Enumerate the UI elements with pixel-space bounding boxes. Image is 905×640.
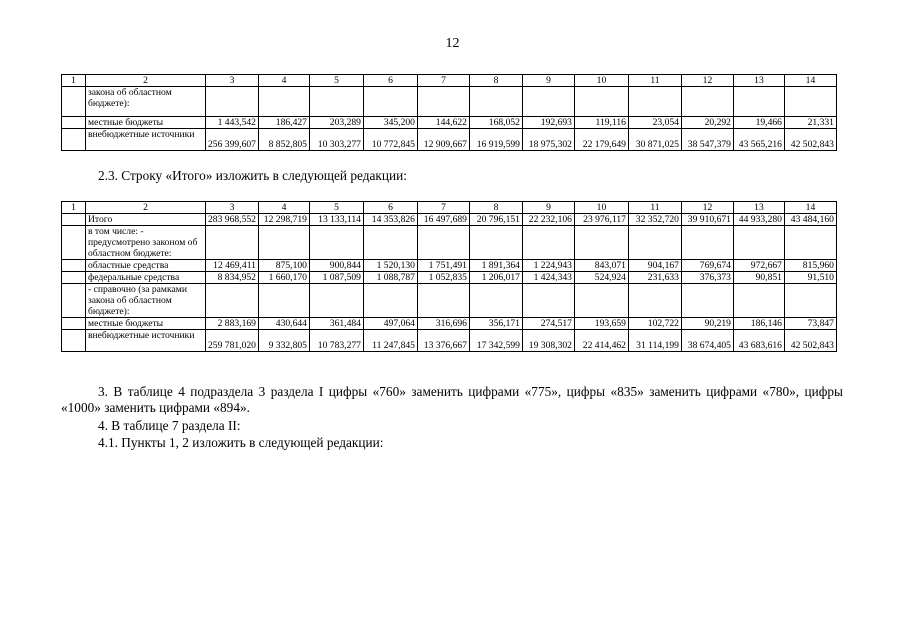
value-cell: 1 206,017 [469,272,522,284]
value-cell: 43 565,216 [733,129,784,151]
value-cell: 524,924 [574,272,628,284]
row-label: в том числе: - предусмотрено законом об областном бюджете: [86,226,206,260]
row-label: внебюджетные источники [86,330,206,352]
value-cell [469,226,522,260]
column-number: 6 [363,202,417,214]
value-cell [733,284,784,318]
value-cell: 23,054 [628,117,681,129]
row-number-cell [62,318,86,330]
value-cell: 376,373 [681,272,733,284]
value-cell: 193,659 [574,318,628,330]
paragraph-4-1: 4.1. Пункты 1, 2 изложить в следующей редакции: [98,435,384,450]
value-cell: 2 883,169 [206,318,259,330]
value-cell: 32 352,720 [628,214,681,226]
table-row [62,117,837,129]
value-cell [469,284,522,318]
value-cell: 430,644 [258,318,309,330]
value-cell: 18 975,302 [522,129,574,151]
table-row [62,87,837,117]
column-number: 5 [309,202,363,214]
value-cell [681,226,733,260]
value-cell: 12 909,667 [417,129,469,151]
value-cell: 1 088,787 [363,272,417,284]
table-row [62,284,837,318]
value-cell [258,87,309,117]
paragraph-2-3: 2.3. Строку «Итого» изложить в следующей редакции: [98,168,407,183]
table-row [62,129,837,151]
table-row [62,214,837,226]
value-cell [628,87,681,117]
table-row [62,260,837,272]
value-cell: 14 353,826 [363,214,417,226]
value-cell [522,226,574,260]
value-cell [574,87,628,117]
value-cell: 1 087,509 [309,272,363,284]
row-number-cell [62,284,86,318]
value-cell: 21,331 [784,117,836,129]
value-cell: 23 976,117 [574,214,628,226]
value-cell [258,284,309,318]
value-cell: 43 683,616 [733,330,784,352]
column-number: 2 [86,202,206,214]
value-cell [417,226,469,260]
value-cell: 1 660,170 [258,272,309,284]
value-cell: 1 224,943 [522,260,574,272]
value-cell: 44 933,280 [733,214,784,226]
value-cell: 904,167 [628,260,681,272]
row-label: областные средства [86,260,206,272]
table-header-row [62,202,837,214]
column-number: 2 [86,75,206,87]
column-number: 4 [258,202,309,214]
value-cell [628,284,681,318]
value-cell: 19,466 [733,117,784,129]
value-cell: 43 484,160 [784,214,836,226]
value-cell [628,226,681,260]
column-number: 14 [784,202,836,214]
value-cell: 231,633 [628,272,681,284]
value-cell: 256 399,607 [206,129,259,151]
value-cell [206,87,259,117]
value-cell: 769,674 [681,260,733,272]
value-cell: 102,722 [628,318,681,330]
value-cell [309,226,363,260]
row-number-cell [62,272,86,284]
value-cell: 22 232,106 [522,214,574,226]
value-cell: 168,052 [469,117,522,129]
value-cell [258,226,309,260]
row-number-cell [62,117,86,129]
value-cell: 186,146 [733,318,784,330]
column-number: 12 [681,75,733,87]
value-cell: 9 332,805 [258,330,309,352]
value-cell: 361,484 [309,318,363,330]
value-cell: 875,100 [258,260,309,272]
value-cell: 12 298,719 [258,214,309,226]
row-number-cell [62,330,86,352]
column-number: 10 [574,202,628,214]
value-cell: 1 443,542 [206,117,259,129]
paragraph-4: 4. В таблице 7 раздела II: [98,418,241,433]
column-number: 1 [62,202,86,214]
column-number: 13 [733,75,784,87]
value-cell: 38 547,379 [681,129,733,151]
value-cell [363,87,417,117]
value-cell: 1 424,343 [522,272,574,284]
column-number: 3 [206,75,259,87]
table-itogo [61,201,837,352]
row-label: федеральные средства [86,272,206,284]
value-cell [784,87,836,117]
column-number: 9 [522,202,574,214]
value-cell: 192,693 [522,117,574,129]
value-cell: 119,116 [574,117,628,129]
value-cell: 259 781,020 [206,330,259,352]
value-cell: 22 179,649 [574,129,628,151]
value-cell: 31 114,199 [628,330,681,352]
column-number: 3 [206,202,259,214]
value-cell: 20,292 [681,117,733,129]
value-cell [206,284,259,318]
column-number: 8 [469,202,522,214]
row-number-cell [62,260,86,272]
value-cell [417,284,469,318]
value-cell [206,226,259,260]
value-cell: 39 910,671 [681,214,733,226]
paragraph-3: 3. В таблице 4 подраздела 3 раздела I цифры «760» заменить цифрами «775», цифры «835» заменить цифрами «780», цифры «1000» заменить цифрами «894». [61,384,843,415]
value-cell [681,284,733,318]
row-label: - справочно (за рамками закона об областном бюджете): [86,284,206,318]
value-cell: 38 674,405 [681,330,733,352]
column-number: 14 [784,75,836,87]
row-label: местные бюджеты [86,117,206,129]
value-cell: 13 133,114 [309,214,363,226]
value-cell [574,226,628,260]
value-cell [309,87,363,117]
value-cell [681,87,733,117]
value-cell: 1 052,835 [417,272,469,284]
table-header-row [62,75,837,87]
value-cell [733,226,784,260]
value-cell: 283 968,552 [206,214,259,226]
column-number: 7 [417,75,469,87]
value-cell: 144,622 [417,117,469,129]
value-cell [522,284,574,318]
value-cell: 10 772,845 [363,129,417,151]
value-cell: 1 891,364 [469,260,522,272]
value-cell: 11 247,845 [363,330,417,352]
value-cell: 274,517 [522,318,574,330]
value-cell: 91,510 [784,272,836,284]
value-cell: 16 919,599 [469,129,522,151]
value-cell: 12 469,411 [206,260,259,272]
table-row [62,330,837,352]
table-continuation [61,74,837,151]
column-number: 1 [62,75,86,87]
value-cell: 19 308,302 [522,330,574,352]
column-number: 9 [522,75,574,87]
table-row [62,318,837,330]
value-cell [469,87,522,117]
value-cell: 22 414,462 [574,330,628,352]
value-cell: 42 502,843 [784,129,836,151]
column-number: 7 [417,202,469,214]
page-number: 12 [445,36,460,51]
row-label: местные бюджеты [86,318,206,330]
column-number: 4 [258,75,309,87]
value-cell: 972,667 [733,260,784,272]
value-cell: 1 751,491 [417,260,469,272]
column-number: 5 [309,75,363,87]
value-cell: 497,064 [363,318,417,330]
value-cell [363,226,417,260]
value-cell [309,284,363,318]
row-label: внебюджетные источники [86,129,206,151]
column-number: 13 [733,202,784,214]
value-cell: 815,960 [784,260,836,272]
row-number-cell [62,214,86,226]
value-cell [574,284,628,318]
row-label: закона об областном бюджете): [86,87,206,117]
value-cell: 316,696 [417,318,469,330]
value-cell [417,87,469,117]
row-number-cell [62,129,86,151]
value-cell: 10 783,277 [309,330,363,352]
value-cell: 900,844 [309,260,363,272]
value-cell: 42 502,843 [784,330,836,352]
table-row [62,272,837,284]
value-cell: 13 376,667 [417,330,469,352]
value-cell [363,284,417,318]
value-cell: 8 834,952 [206,272,259,284]
value-cell: 30 871,025 [628,129,681,151]
value-cell: 17 342,599 [469,330,522,352]
value-cell: 1 520,130 [363,260,417,272]
table-row [62,226,837,260]
value-cell: 20 796,151 [469,214,522,226]
value-cell: 356,171 [469,318,522,330]
column-number: 6 [363,75,417,87]
column-number: 11 [628,75,681,87]
value-cell [784,226,836,260]
value-cell: 73,847 [784,318,836,330]
row-number-cell [62,87,86,117]
value-cell: 16 497,689 [417,214,469,226]
value-cell: 90,219 [681,318,733,330]
value-cell: 843,071 [574,260,628,272]
column-number: 10 [574,75,628,87]
value-cell: 186,427 [258,117,309,129]
value-cell: 10 303,277 [309,129,363,151]
row-number-cell [62,226,86,260]
value-cell: 90,851 [733,272,784,284]
value-cell: 345,200 [363,117,417,129]
value-cell: 203,289 [309,117,363,129]
column-number: 11 [628,202,681,214]
column-number: 8 [469,75,522,87]
column-number: 12 [681,202,733,214]
value-cell: 8 852,805 [258,129,309,151]
value-cell [784,284,836,318]
row-label: Итого [86,214,206,226]
value-cell [522,87,574,117]
value-cell [733,87,784,117]
